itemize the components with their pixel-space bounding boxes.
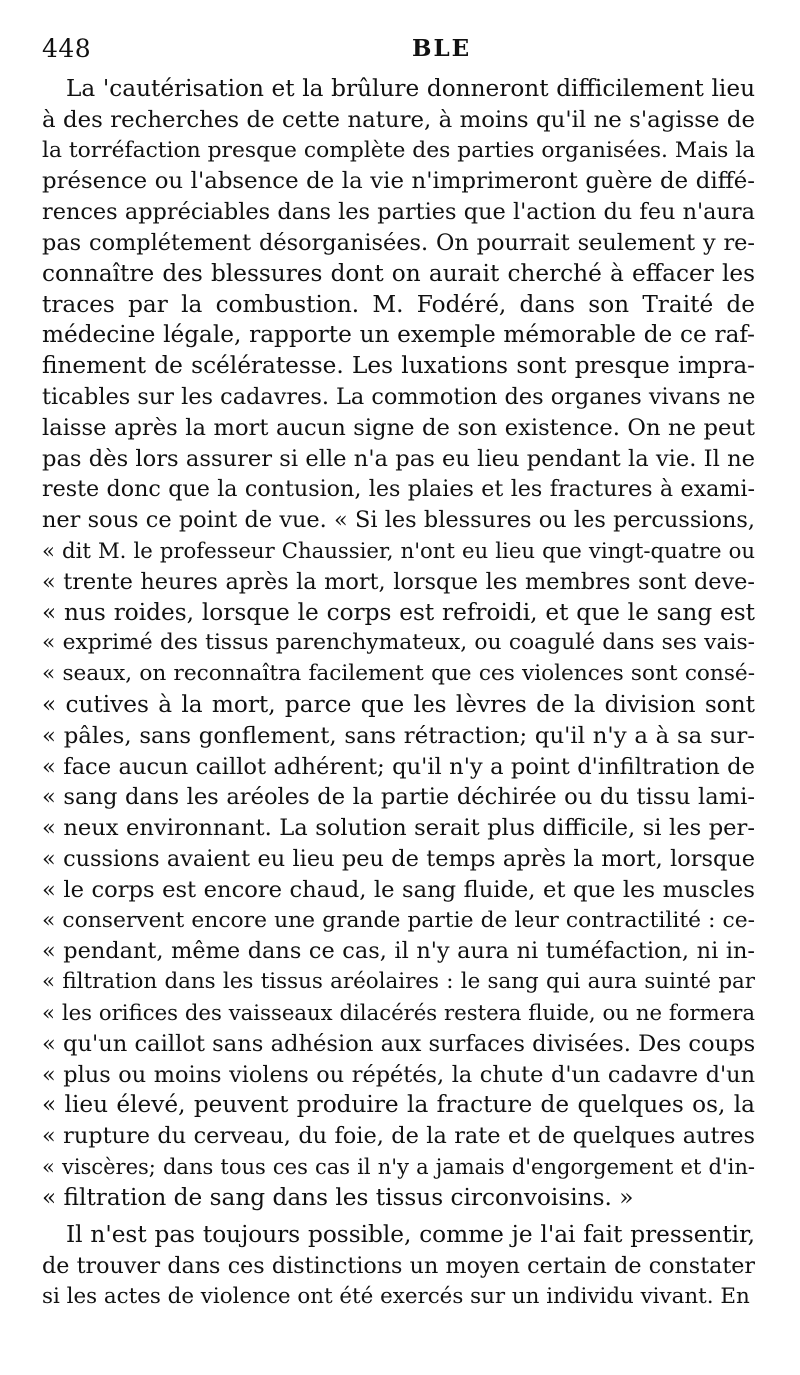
text-line: traces par la combustion. M. Fodéré, dans son Traité de [42, 290, 755, 318]
text-line: « nus roides, lorsque le corps est refroidi, et que le sang est [42, 598, 755, 626]
text-line: « filtration de sang dans les tissus circonvoisins. » [42, 1183, 634, 1211]
text-line: « dit M. le professeur Chaussier, n'ont eu lieu que vingt-quatre ou [42, 537, 755, 563]
text-line: « qu'un caillot sans adhésion aux surfaces divisées. Des coups [42, 1030, 756, 1057]
body-text [42, 74, 755, 1313]
text-line: « plus ou moins violens ou répétés, la chute d'un cadavre d'un [42, 1061, 755, 1088]
paragraph-2 [42, 1220, 755, 1312]
page-number: 448 [42, 34, 92, 63]
text-line: « cussions avaient eu lieu peu de temps après la mort, lorsque [42, 845, 755, 872]
text-line: présence ou l'absence de la vie n'imprimeront guère de diffé- [42, 168, 755, 195]
text-line: connaître des blessures dont on aurait cherché à effacer les [42, 259, 755, 287]
text-line: ner sous ce point de vue. « Si les blessures ou les percussions, [42, 507, 755, 534]
text-line: « conservent encore une grande partie de leur contractilité : ce- [42, 907, 755, 933]
text-line: « seaux, on reconnaîtra facilement que ces violences sont consé- [42, 661, 755, 687]
text-line: médecine légale, rapporte un exemple mémorable de ce raf- [42, 321, 755, 349]
text-line: la torréfaction presque complète des parties organisées. Mais la [42, 137, 756, 163]
text-line: rences appréciables dans les parties que l'action du feu n'aura [42, 199, 755, 226]
text-line: si les actes de violence ont été exercés sur un individu vivant. En [42, 1284, 750, 1310]
text-line: « le corps est encore chaud, le sang fluide, et que les muscles [42, 876, 755, 903]
text-line: laisse après la mort aucun signe de son existence. On ne peut [42, 414, 755, 441]
text-line: « viscères; dans tous ces cas il n'y a jamais d'engorgement et d'in- [42, 1154, 755, 1179]
text-line: à des recherches de cette nature, à moins qu'il ne s'agisse de [42, 106, 755, 133]
text-line: Il n'est pas toujours possible, comme je l'ai fait pressentir, [66, 1221, 755, 1249]
text-line: « rupture du cerveau, du foie, de la rate et de quelques autres [42, 1123, 755, 1150]
text-line: « cutives à la mort, parce que les lèvres de la division sont [42, 690, 755, 718]
text-line: « les orifices des vaisseaux dilacérés restera fluide, ou ne formera [42, 999, 755, 1025]
paragraph-1 [42, 74, 755, 1213]
text-line: La 'cautérisation et la brûlure donneront difficilement lieu [66, 75, 755, 102]
text-line: « exprimé des tissus parenchymateux, ou coagulé dans ses vais- [42, 630, 755, 656]
text-line: reste donc que la contusion, les plaies et les fractures à exami- [42, 476, 755, 503]
text-line: « pâles, sans gonflement, sans rétraction; qu'il n'y a à sa sur- [42, 722, 755, 749]
text-line: de trouver dans ces distinctions un moyen certain de constater [42, 1253, 755, 1280]
running-head: BLE [412, 35, 472, 62]
text-line: « face aucun caillot adhérent; qu'il n'y a point d'infiltration de [42, 753, 755, 780]
text-line: « trente heures après la mort, lorsque les membres sont deve- [42, 568, 755, 595]
paragraph-gap [42, 1213, 755, 1220]
text-line: « filtration dans les tissus aréolaires : le sang qui aura suinté par [42, 969, 755, 995]
page-header [42, 34, 760, 66]
text-line: ticables sur les cadavres. La commotion des organes vivans ne [42, 383, 756, 410]
text-line: « pendant, même dans ce cas, il n'y aura ni tuméfaction, ni in- [42, 938, 755, 965]
text-line: « lieu élevé, peuvent produire la fracture de quelques os, la [42, 1091, 755, 1119]
text-line: pas dès lors assurer si elle n'a pas eu lieu pendant la vie. Il ne [42, 445, 755, 472]
text-line: « neux environnant. La solution serait plus difficile, si les per- [42, 815, 755, 842]
text-line: « sang dans les aréoles de la partie déchirée ou du tissu lami- [42, 784, 755, 811]
text-line: finement de scélératesse. Les luxations sont presque impra- [42, 352, 755, 380]
text-line: pas complétement désorganisées. On pourrait seulement y re- [42, 229, 755, 256]
